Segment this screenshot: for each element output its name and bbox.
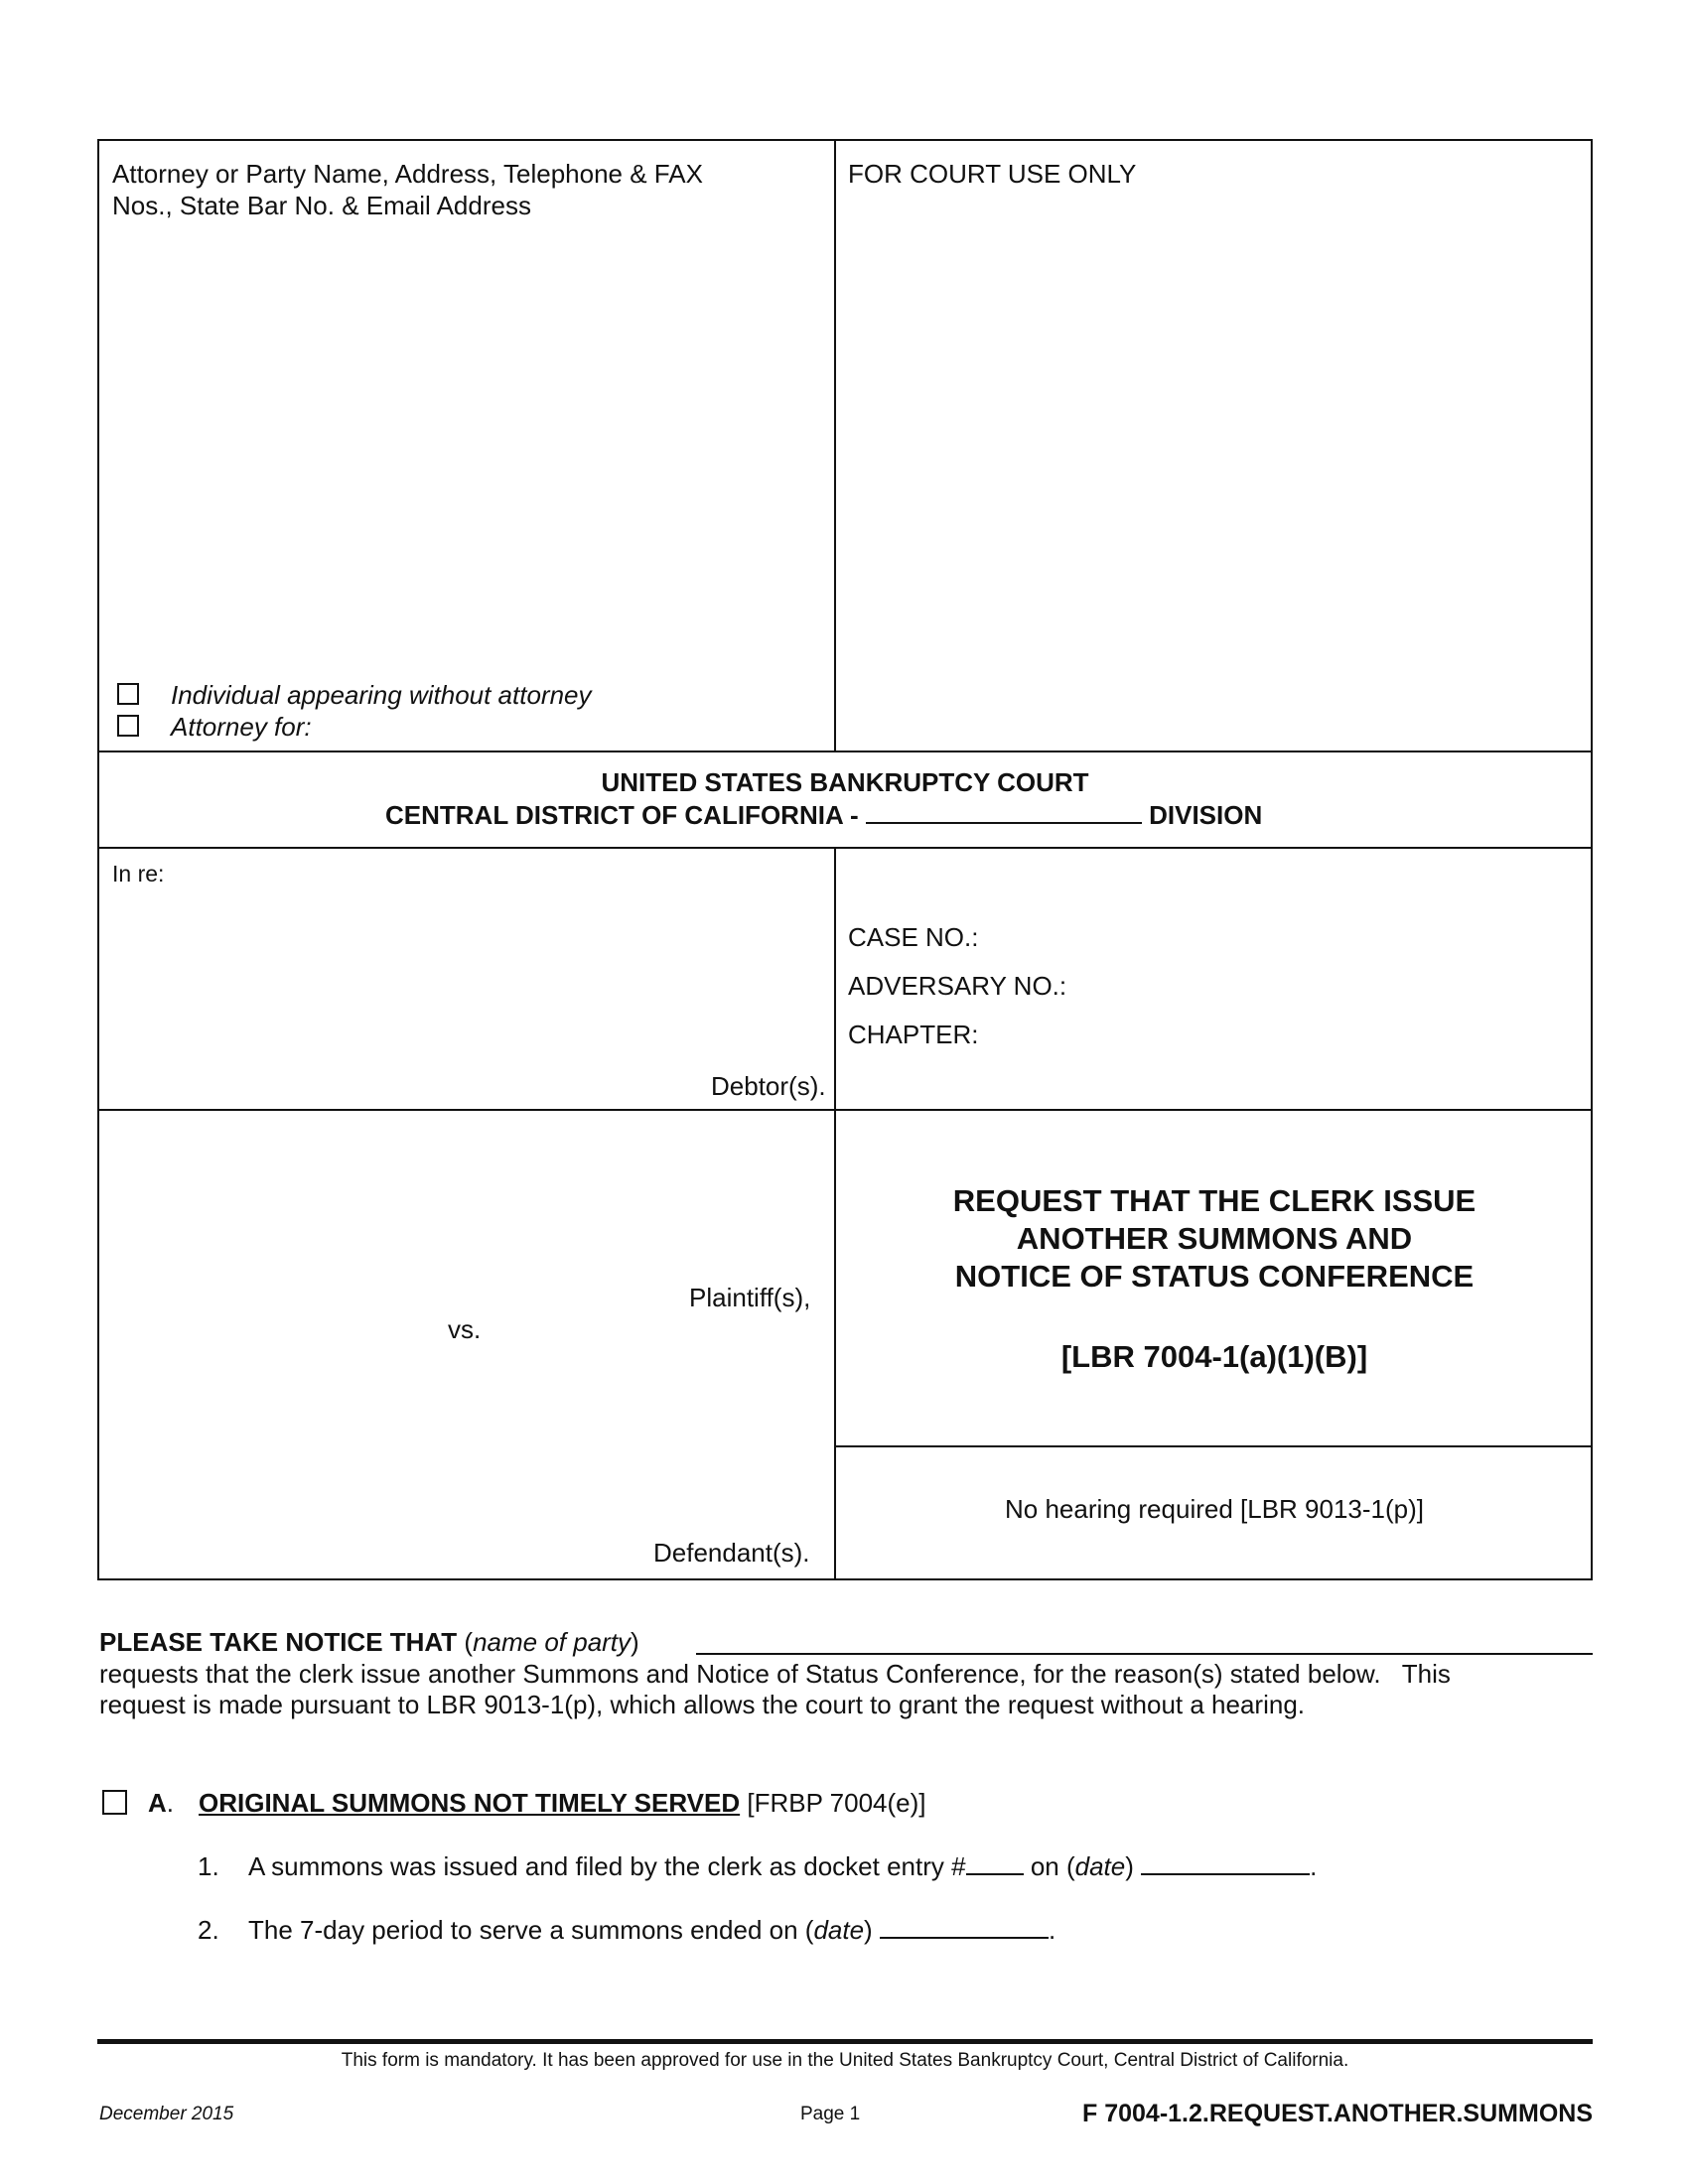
- case-no-label: CASE NO.:: [848, 922, 979, 952]
- individual-without-attorney-label: Individual appearing without attorney: [171, 680, 592, 710]
- docket-entry-field[interactable]: [966, 1851, 1024, 1875]
- attorney-label-line2: Nos., State Bar No. & Email Address: [112, 191, 531, 220]
- notice-body-line1: requests that the clerk issue another Summons and Notice of Status Conference, for the reason(s) stated below. This: [99, 1659, 1451, 1689]
- name-of-party-open: (: [464, 1627, 474, 1657]
- item1-text-b: on (: [1030, 1851, 1075, 1881]
- caption-rule-4: [834, 1445, 1593, 1447]
- debtors-label: Debtor(s).: [711, 1071, 826, 1101]
- title-line2: ANOTHER SUMMONS AND: [1016, 1221, 1413, 1256]
- footer-form-id: F 7004-1.2.REQUEST.ANOTHER.SUMMONS: [1082, 2100, 1593, 2127]
- section-a-dot: .: [166, 1788, 175, 1818]
- vs-label: vs.: [448, 1314, 482, 1344]
- no-hearing-label: No hearing required [LBR 9013-1(p)]: [1004, 1494, 1425, 1524]
- division-text: DIVISION: [1149, 800, 1263, 830]
- section-a-letter: [148, 1787, 174, 1819]
- section-a-letter-text: A: [148, 1788, 167, 1818]
- section-a-heading-text: ORIGINAL SUMMONS NOT TIMELY SERVED: [199, 1788, 741, 1818]
- section-a-item2: [248, 1914, 1055, 1946]
- attorney-for-label: Attorney for:: [171, 712, 312, 742]
- form-title: [836, 1182, 1593, 1296]
- item1-end: .: [1310, 1851, 1318, 1881]
- item2-text-b: ): [864, 1915, 873, 1945]
- caption-rule-1: [97, 751, 1593, 752]
- section-a-heading-ref: [FRBP 7004(e)]: [747, 1788, 926, 1818]
- section-a-item1: [248, 1850, 1317, 1882]
- attorney-info-label: [112, 158, 703, 221]
- attorney-label-line1: Attorney or Party Name, Address, Telephone & FAX: [112, 159, 703, 189]
- adversary-no-label: ADVERSARY NO.:: [848, 971, 1067, 1001]
- title-rule-reference: [LBR 7004-1(a)(1)(B)]: [1060, 1339, 1368, 1374]
- footer-mandatory-text: This form is mandatory. It has been approved for use in the United States Bankruptcy Court, Central District of California.: [341, 2050, 1349, 2071]
- title-line3: NOTICE OF STATUS CONFERENCE: [954, 1259, 1475, 1294]
- section-a-item1-number: 1.: [198, 1851, 219, 1881]
- in-re-label: In re:: [112, 861, 165, 887]
- individual-without-attorney-checkbox[interactable]: [117, 683, 139, 705]
- item1-text-c: ): [1125, 1851, 1134, 1881]
- caption-rule-2: [97, 847, 1593, 849]
- section-a-heading: [199, 1787, 926, 1819]
- section-a-checkbox[interactable]: [102, 1790, 127, 1815]
- title-line1: REQUEST THAT THE CLERK ISSUE: [952, 1183, 1477, 1218]
- summons-issued-date-field[interactable]: [1141, 1851, 1310, 1875]
- chapter-label: CHAPTER:: [848, 1020, 979, 1049]
- name-of-party-close: ): [631, 1627, 639, 1657]
- defendants-label: Defendant(s).: [653, 1538, 810, 1568]
- item1-date-hint: date: [1074, 1851, 1126, 1881]
- court-use-label: FOR COURT USE ONLY: [848, 159, 1137, 189]
- notice-body-line2: request is made pursuant to LBR 9013-1(p), which allows the court to grant the request without a hearing.: [99, 1690, 1306, 1719]
- court-name-line2: [385, 798, 1262, 831]
- section-a-item2-number: 2.: [198, 1915, 219, 1945]
- caption-rule-3: [97, 1109, 1593, 1111]
- item1-text-a: A summons was issued and filed by the clerk as docket entry #: [248, 1851, 966, 1881]
- footer-rule: [97, 2039, 1593, 2044]
- footer-date: December 2015: [99, 2104, 234, 2124]
- item2-end: .: [1048, 1915, 1056, 1945]
- court-district-text: CENTRAL DISTRICT OF CALIFORNIA -: [385, 800, 859, 830]
- division-field[interactable]: [866, 798, 1142, 824]
- item2-text-a: The 7-day period to serve a summons ended on (: [248, 1915, 814, 1945]
- name-of-party-field[interactable]: [696, 1653, 1593, 1655]
- item2-date-hint: date: [813, 1915, 865, 1945]
- name-of-party-hint: name of party: [473, 1627, 632, 1657]
- footer-page: Page 1: [800, 2104, 861, 2124]
- court-name-line1: UNITED STATES BANKRUPTCY COURT: [601, 767, 1089, 797]
- notice-lead-bold: PLEASE TAKE NOTICE THAT: [99, 1627, 458, 1657]
- plaintiffs-label: Plaintiff(s),: [689, 1283, 811, 1312]
- attorney-for-checkbox[interactable]: [117, 715, 139, 737]
- service-period-end-date-field[interactable]: [880, 1915, 1049, 1939]
- notice-lead: [99, 1626, 639, 1658]
- caption-divider-top: [834, 139, 836, 751]
